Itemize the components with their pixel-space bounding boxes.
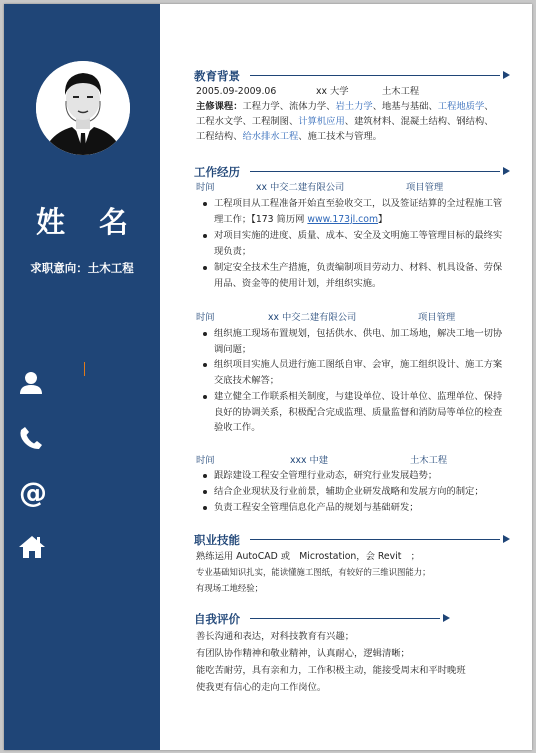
- job-3-bullet-2: 结合企业现状及行业前景，辅助企业研发战略和发展方向的制定；: [214, 484, 510, 500]
- portrait-image: [36, 61, 130, 155]
- skills-line-3: 有现场工地经验；: [196, 583, 263, 593]
- arrow-icon: [503, 71, 510, 79]
- job-time-label: 时间: [196, 455, 215, 466]
- job-2-bullet-2: 组织项目实施人员进行施工图纸自审、会审，施工组织设计、施工方案交底技术解答；: [214, 357, 504, 388]
- job-2-bullet-3: 建立健全工作联系相关制度，与建设单位、设计单位、监理单位、保持良好的协调关系，积极配合完成监理、质量监督和消防局等单位的检查验收工作。: [214, 389, 504, 436]
- self-eval-line-1: 善长沟通和表达，对科技教育有兴趣；: [196, 631, 355, 642]
- courses-label: 主修课程：: [196, 101, 243, 112]
- job-position: 项目管理: [418, 312, 456, 323]
- home-icon: [18, 534, 48, 564]
- job-3-bullet-1: 跟踪建设工程安全管理行业动态，研究行业发展趋势；: [214, 468, 510, 484]
- self-eval-title: 自我评价: [194, 612, 240, 626]
- job-position: 项目管理: [406, 182, 444, 193]
- education-title: 教育背景: [194, 69, 240, 83]
- arrow-icon: [443, 614, 450, 622]
- user-icon: [18, 370, 48, 400]
- job-company: xx 中交二建有限公司: [256, 182, 345, 193]
- skills-line-1: 熟练运用 AutoCAD 或 Microstation，会 Revit ；: [196, 551, 420, 562]
- self-eval-header: [194, 611, 510, 625]
- profile-photo: [36, 61, 130, 155]
- at-icon: [18, 477, 48, 507]
- job-time-label: 时间: [196, 182, 215, 193]
- work-title: 工作经历: [194, 165, 240, 179]
- self-eval-line-2: 有团队协作精神和敬业精神，认真耐心，逻辑清晰；: [196, 648, 410, 659]
- candidate-name: 姓 名: [35, 205, 141, 239]
- phone-icon: [18, 425, 48, 455]
- courses-line-1: 主修课程：工程力学、流体力学、岩土力学、地基与基础、工程地质学、: [196, 101, 494, 112]
- self-eval-line-3: 能吃苦耐劳，具有亲和力，工作积极主动，能接受周末和平时晚班: [196, 665, 466, 676]
- resume-page: [4, 4, 532, 750]
- job-company: xxx 中建: [290, 455, 329, 466]
- job-time-label: 时间: [196, 312, 215, 323]
- education-period: 2005.09-2009.06: [196, 86, 277, 97]
- job-1-bullet-1: 工程项目从工程准备开始直至验收交工，以及签证结算的全过程施工管理工作；【173 简历网 www.173jl.com】: [214, 196, 504, 227]
- arrow-icon: [503, 535, 510, 543]
- section-divider: [250, 618, 440, 619]
- job-company: xx 中交二建有限公司: [268, 312, 357, 323]
- education-school: xx 大学: [316, 86, 349, 97]
- job-1-bullet-3: 制定安全技术生产措施，负责编制项目劳动力、材料、机具设备、劳保用品、资金等的使用计划，并组织实施。: [214, 260, 504, 291]
- sidebar: [4, 4, 160, 750]
- work-header: [194, 164, 510, 178]
- section-divider: [250, 171, 500, 172]
- job-3-bullet-3: 负责工程安全管理信息化产品的规划与基础研发；: [214, 500, 510, 516]
- arrow-icon: [503, 167, 510, 175]
- education-header: [194, 68, 510, 82]
- job-2-bullet-1: 组织施工现场布置规划，包括供水、供电、加工场地，解决工地一切协调问题；: [214, 326, 504, 357]
- text-cursor: [84, 362, 85, 376]
- job-position: 土木工程: [410, 455, 448, 466]
- courses-line-3: 工程结构、给水排水工程、施工技术与管理。: [196, 131, 382, 142]
- courses-line-2: 工程水文学、工程制图、计算机应用、建筑材料、混凝土结构、钢结构、: [196, 116, 494, 127]
- resume-site-link[interactable]: www.173jl.com: [307, 213, 379, 225]
- job-1-bullet-2: 对项目实施的进度、质量、成本、安全及文明施工等管理目标的最终实现负责；: [214, 228, 504, 259]
- skills-header: [194, 532, 510, 546]
- section-divider: [250, 539, 500, 540]
- education-major: 土木工程: [382, 86, 420, 97]
- section-divider: [250, 75, 500, 76]
- self-eval-line-4: 使我更有信心的走向工作岗位。: [196, 682, 327, 693]
- job-intent: 求职意向：土木工程: [30, 261, 134, 275]
- skills-title: 职业技能: [194, 533, 240, 547]
- skills-line-2: 专业基础知识扎实，能读懂施工图纸，有较好的三维识图能力；: [196, 567, 431, 577]
- svg-text:@: @: [19, 477, 47, 507]
